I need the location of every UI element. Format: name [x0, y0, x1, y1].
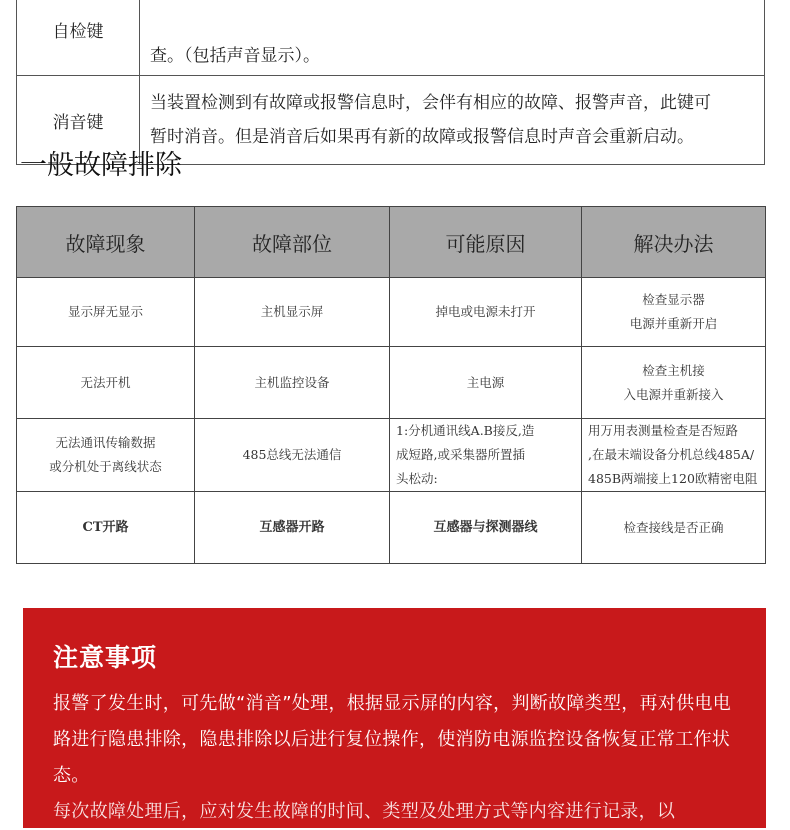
table-row — [17, 278, 766, 347]
fix-cell — [582, 419, 766, 492]
table-row — [17, 347, 766, 419]
desc-line: 暂时消音。但是消音后如果再有新的故障或报警信息时声音会重新启动。 — [150, 127, 694, 147]
table-row — [17, 492, 766, 564]
fix-line: 用万用表测量检查是否短路 — [588, 423, 739, 438]
column-header: 故障部位 — [195, 207, 390, 278]
fault-table — [16, 206, 766, 564]
notice-panel — [23, 608, 766, 828]
fix-line: 485B两端接上120欧精密电阻 — [588, 471, 758, 486]
column-header: 可能原因 — [390, 207, 582, 278]
symptom-cell: 无法开机 — [17, 347, 195, 419]
fix-line: ,在最末端设备分机总线485A/ — [588, 447, 755, 462]
column-header: 故障现象 — [17, 207, 195, 278]
key-desc-cell: 查。（包括声音显示）。 — [140, 0, 765, 76]
key-function-table — [16, 0, 765, 165]
table-row — [17, 0, 765, 76]
symptom-line: 或分机处于离线状态 — [49, 459, 162, 474]
cause-cell: 掉电或电源未打开 — [390, 278, 582, 347]
symptom-cell — [17, 419, 195, 492]
key-name-cell: 自检键 — [17, 0, 140, 76]
cause-cell: 主电源 — [390, 347, 582, 419]
key-desc-cell — [140, 76, 765, 165]
cause-line: 1:分机通讯线A.B接反,造 — [396, 423, 535, 438]
notice-next-line: 每次故障处理后，应对发生故障的时间、类型及处理方式等内容进行记录，以 — [53, 801, 676, 822]
notice-title: 注意事项 — [53, 643, 158, 672]
key-name-cell: 消音键 — [17, 76, 140, 165]
cause-line: 头松动: — [396, 471, 438, 486]
fix-cell — [582, 347, 766, 419]
cause-cell — [390, 419, 582, 492]
cause-cell: 互感器与探测器线 — [390, 492, 582, 564]
notice-body: 报警了发生时，可先做“消音”处理，根据显示屏的内容，判断故障类型，再对供电电路进行隐患排除，隐患排除以后进行复位操作，使消防电源监控设备恢复正常工作状态。 — [53, 693, 732, 786]
location-cell: 主机监控设备 — [195, 347, 390, 419]
fix-line: 入电源并重新接入 — [623, 386, 724, 402]
location-cell: 主机显示屏 — [195, 278, 390, 347]
column-header: 解决办法 — [582, 207, 766, 278]
location-cell: 485总线无法通信 — [195, 419, 390, 492]
symptom-cell: CT开路 — [17, 492, 195, 564]
table-header-row — [17, 207, 766, 278]
section-title: 一般故障排除 — [20, 150, 182, 181]
location-cell: 互感器开路 — [195, 492, 390, 564]
fix-cell: 检查接线是否正确 — [582, 492, 766, 564]
fix-line: 电源并重新开启 — [629, 316, 718, 331]
desc-line: 当装置检测到有故障或报警信息时，会伴有相应的故障、报警声音，此键可 — [150, 93, 711, 113]
fix-line: 检查主机接 — [642, 362, 705, 378]
fix-line: 检查显示器 — [642, 292, 705, 307]
symptom-cell: 显示屏无显示 — [17, 278, 195, 347]
fix-cell — [582, 278, 766, 347]
symptom-line: 无法通讯传输数据 — [55, 435, 156, 450]
table-row — [17, 419, 766, 492]
cause-line: 成短路,或采集器所置插 — [396, 447, 525, 462]
